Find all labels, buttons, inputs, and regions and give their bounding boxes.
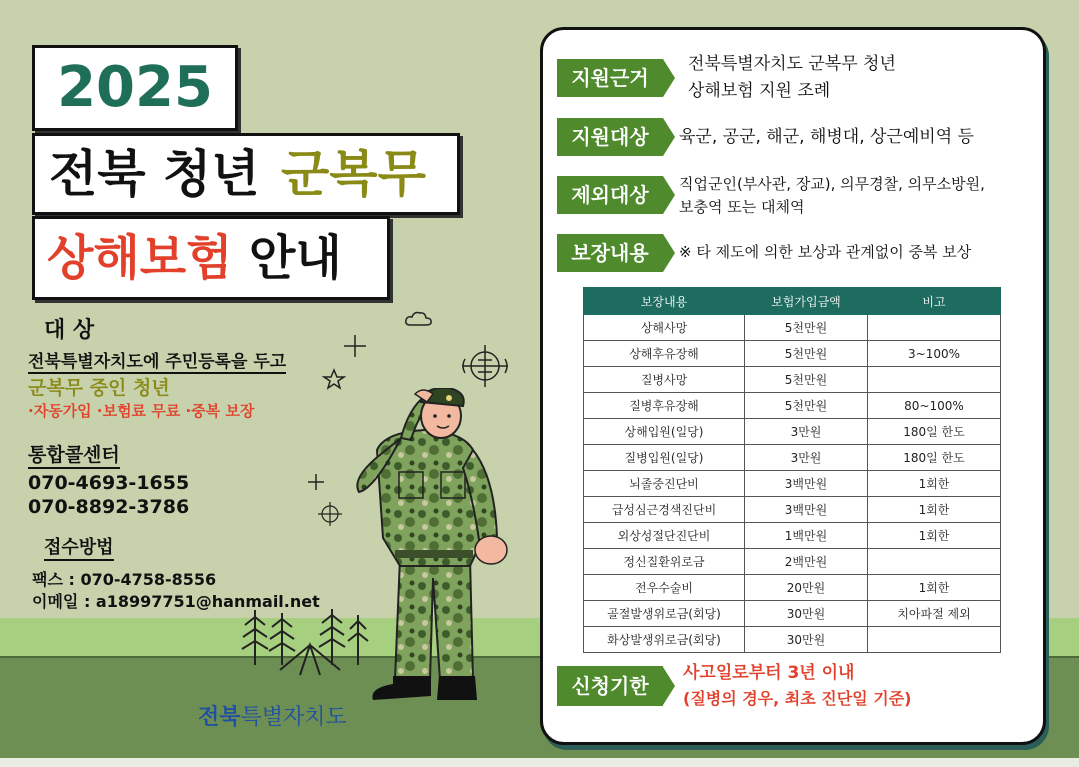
table-cell: 치아파절 제외 [868, 601, 1001, 627]
table-cell: 180일 한도 [868, 445, 1001, 471]
table-cell: 정신질환위로금 [584, 549, 745, 575]
table-cell: 1회한 [868, 471, 1001, 497]
table-row [584, 497, 1001, 523]
soldier-illustration [345, 388, 515, 708]
table-cell: 질병입원(일당) [584, 445, 745, 471]
table-row [584, 627, 1001, 653]
table-row [584, 575, 1001, 601]
reception-heading: 접수방법 [44, 533, 114, 561]
table-cell: 외상성절단진단비 [584, 523, 745, 549]
deadline-line2: (질병의 경우, 최초 진단일 기준) [683, 689, 912, 708]
tag-basis: 지원근거 [557, 59, 663, 97]
cloud-icon [404, 310, 434, 328]
table-cell: 1백만원 [745, 523, 868, 549]
table-cell: 5천만원 [745, 367, 868, 393]
table-row [584, 341, 1001, 367]
table-row [584, 315, 1001, 341]
table-row [584, 523, 1001, 549]
table-cell: 3만원 [745, 419, 868, 445]
title-year: 2025 [57, 55, 213, 120]
table-cell: 1회한 [868, 523, 1001, 549]
table-cell: 상해사망 [584, 315, 745, 341]
title-line3-b: 안내 [249, 230, 342, 286]
phone-2: 070-8892-3786 [28, 496, 190, 518]
table-cell [868, 367, 1001, 393]
deadline-line1: 사고일로부터 3년 이내 [683, 663, 855, 683]
table-cell: 3백만원 [745, 471, 868, 497]
table-cell: 상해후유장해 [584, 341, 745, 367]
title-line3-a: 상해보험 [47, 230, 233, 286]
title-line2-b: 군복무 [281, 145, 426, 203]
table-cell: 30만원 [745, 627, 868, 653]
table-cell: 3~100% [868, 341, 1001, 367]
basis-line2: 상해보험 지원 조례 [688, 81, 831, 101]
coverage-note: ※ 타 제도에 의한 보상과 관계없이 중복 보상 [679, 243, 972, 261]
logo-text-b: 특별자치도 [240, 705, 347, 730]
table-row [584, 549, 1001, 575]
tag-target: 지원대상 [557, 118, 663, 156]
table-cell: 전우수술비 [584, 575, 745, 601]
table-cell [868, 549, 1001, 575]
table-row [584, 367, 1001, 393]
target-line2: 군복무 중인 청년 [28, 377, 170, 399]
tag-target-arrow [663, 118, 675, 156]
crosshair-icon-small [314, 500, 346, 528]
logo-text-a: 전북 [198, 705, 241, 730]
plus-icon [342, 333, 368, 359]
tag-coverage-arrow [663, 234, 675, 272]
table-cell: 5천만원 [745, 341, 868, 367]
table-cell [868, 627, 1001, 653]
title-line2-a: 전북 청년 [49, 145, 260, 203]
table-cell: 급성심근경색진단비 [584, 497, 745, 523]
title-line2-box [32, 133, 460, 215]
star-icon [322, 368, 346, 390]
info-panel [540, 27, 1046, 745]
table-row [584, 471, 1001, 497]
target-line3: ·자동가입 ·보험료 무료 ·중복 보장 [28, 402, 255, 420]
table-cell: 2백만원 [745, 549, 868, 575]
tag-basis-arrow [663, 59, 675, 97]
title-year-box [32, 45, 238, 131]
table-row [584, 419, 1001, 445]
table-cell: 30만원 [745, 601, 868, 627]
table-cell: 3백만원 [745, 497, 868, 523]
table-header: 보장내용 [584, 288, 745, 315]
coverage-table [583, 287, 1001, 653]
table-cell: 5천만원 [745, 393, 868, 419]
table-header: 비고 [868, 288, 1001, 315]
basis-line1: 전북특별자치도 군복무 청년 [688, 54, 896, 74]
phone-1: 070-4693-1655 [28, 472, 190, 494]
tag-exclude-arrow [663, 176, 675, 214]
reception-email: 이메일 : a18997751@hanmail.net [32, 592, 320, 611]
callcenter-heading: 통합콜센터 [28, 440, 120, 469]
table-cell: 180일 한도 [868, 419, 1001, 445]
reception-fax: 팩스 : 070-4758-8556 [32, 570, 217, 589]
table-cell: 1회한 [868, 575, 1001, 601]
tag-exclude: 제외대상 [557, 176, 663, 214]
table-header-row [584, 288, 1001, 315]
table-row [584, 601, 1001, 627]
table-cell: 골절발생위로금(회당) [584, 601, 745, 627]
target-heading: 대 상 [44, 318, 95, 343]
table-cell: 3만원 [745, 445, 868, 471]
table-cell [868, 315, 1001, 341]
exclude-line2: 보충역 또는 대체역 [679, 198, 805, 216]
title-line3-box [32, 216, 390, 300]
table-cell: 상해입원(일당) [584, 419, 745, 445]
table-header: 보험가입금액 [745, 288, 868, 315]
target-line1: 전북특별자치도에 주민등록을 두고 [28, 347, 286, 374]
table-cell: 뇌졸중진단비 [584, 471, 745, 497]
table-cell: 질병후유장해 [584, 393, 745, 419]
table-cell: 질병사망 [584, 367, 745, 393]
crosshair-icon [458, 343, 512, 389]
table-row [584, 445, 1001, 471]
logo [198, 700, 347, 731]
tag-coverage: 보장내용 [557, 234, 663, 272]
bottom-bar [0, 758, 1079, 767]
table-row [584, 393, 1001, 419]
table-cell: 5천만원 [745, 315, 868, 341]
tag-deadline: 신청기한 [557, 666, 663, 706]
table-cell: 1회한 [868, 497, 1001, 523]
target-text: 육군, 공군, 해군, 해병대, 상근예비역 등 [679, 127, 974, 147]
tag-deadline-arrow [663, 667, 675, 705]
table-cell: 80~100% [868, 393, 1001, 419]
plus-icon-small [306, 472, 326, 492]
table-cell: 20만원 [745, 575, 868, 601]
exclude-line1: 직업군인(부사관, 장교), 의무경찰, 의무소방원, [679, 175, 985, 193]
table-cell: 화상발생위로금(회당) [584, 627, 745, 653]
